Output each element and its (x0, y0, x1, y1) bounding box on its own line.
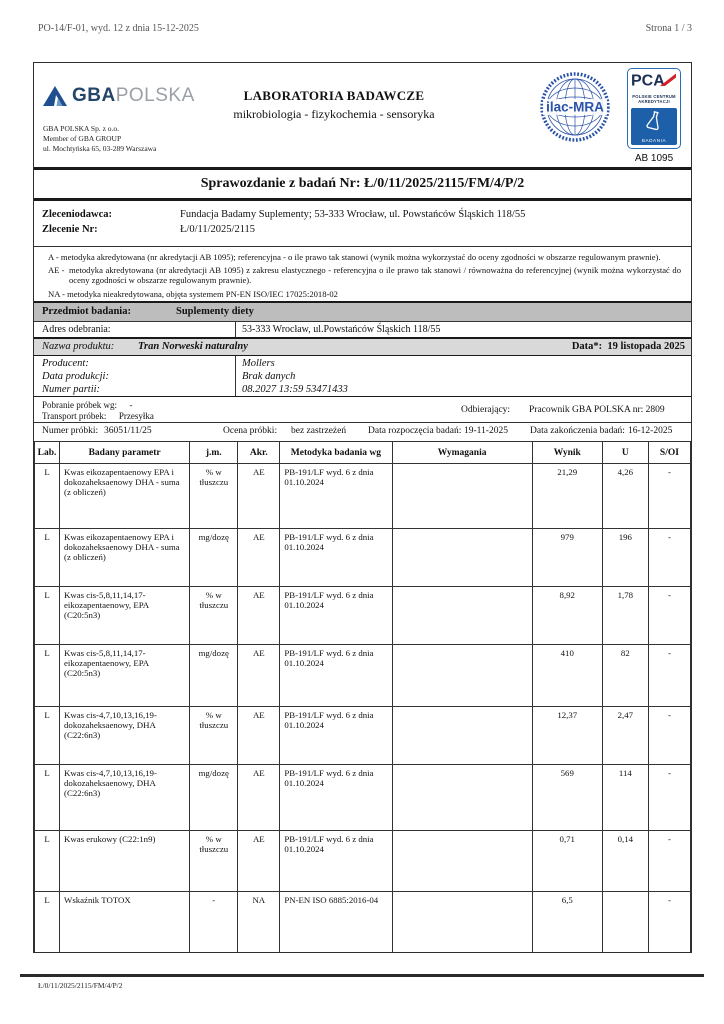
table-cell: 4,26 (602, 464, 648, 529)
sampling-label: Pobranie próbek wg: (42, 400, 117, 410)
table-row (35, 765, 691, 831)
sample-info-row (34, 423, 691, 441)
table-cell: 569 (532, 765, 602, 831)
table-cell: 21,29 (532, 464, 602, 529)
table-cell: L (35, 464, 60, 529)
ilac-text: ilac-MRA (546, 99, 604, 115)
table-cell: Kwas eikozapentaenowy EPA i dokozaheksaenowy DHA - suma (z obliczeń) (60, 464, 190, 529)
receiver-value: Pracownik GBA POLSKA nr: 2809 (529, 405, 665, 415)
table-cell: - (648, 464, 690, 529)
gba-triangle-icon (43, 86, 67, 106)
table-cell (392, 892, 532, 954)
column-header: Wynik (532, 442, 602, 464)
producer-label: Producent: (42, 358, 89, 369)
table-cell: PB-191/LF wyd. 6 z dnia 01.10.2024 (280, 707, 392, 765)
footer-divider (20, 974, 704, 977)
table-cell: - (648, 765, 690, 831)
product-row (34, 339, 691, 356)
pickup-address-label: Adres odebrania: (34, 322, 236, 337)
table-cell: Kwas cis-5,8,11,14,17-eikozapentaenowy, EPA (C20:5n3) (60, 587, 190, 645)
note-non-accredited: NA - metodyka nieakredytowana, objęta systemem PN-EN ISO/IEC 17025:2018-02 (48, 289, 338, 299)
table-cell: PB-191/LF wyd. 6 z dnia 01.10.2024 (280, 831, 392, 892)
table-cell: Kwas cis-5,8,11,14,17-eikozapentaenowy, EPA (C20:5n3) (60, 645, 190, 707)
flask-icon (644, 110, 664, 132)
table-cell (392, 831, 532, 892)
lab-subtitle: mikrobiologia - fizykochemia - sensoryka (233, 107, 435, 121)
table-cell: mg/dozę (190, 645, 238, 707)
table-row (35, 707, 691, 765)
table-cell: PB-191/LF wyd. 6 z dnia 01.10.2024 (280, 529, 392, 587)
subject-row (34, 303, 691, 322)
letterhead (34, 63, 691, 167)
table-cell: mg/dozę (190, 529, 238, 587)
column-header: Metodyka badania wg (280, 442, 392, 464)
subject-value: Suplementy diety (176, 306, 254, 317)
ilac-mra-icon (538, 70, 612, 144)
report-document (33, 62, 692, 953)
table-cell: L (35, 645, 60, 707)
table-cell: Kwas cis-4,7,10,13,16,19-dokozaheksaenowy, DHA (C22:6n3) (60, 707, 190, 765)
table-cell: 6,5 (532, 892, 602, 954)
report-title: Sprawozdanie z badań Nr: Ł/0/11/2025/2115/FM/4/P/2 (34, 167, 691, 201)
producer-value: Mollers (242, 358, 275, 369)
table-cell: 979 (532, 529, 602, 587)
pca-accreditation (623, 68, 685, 164)
logo-text-gba: GBA (72, 85, 116, 106)
table-cell (392, 707, 532, 765)
report-date (572, 339, 685, 354)
column-header: S/OI (648, 442, 690, 464)
table-cell: L (35, 831, 60, 892)
table-cell: % w tłuszczu (190, 464, 238, 529)
table-cell: Kwas cis-4,7,10,13,16,19-dokozaheksaenowy, DHA (C22:6n3) (60, 765, 190, 831)
transport-label: Transport próbek: (42, 411, 107, 421)
table-cell: PB-191/LF wyd. 6 z dnia 01.10.2024 (280, 464, 392, 529)
table-cell: - (190, 892, 238, 954)
batch-number-label: Numer partii: (42, 384, 101, 395)
sample-number-label: Numer próbki: (42, 426, 99, 436)
table-cell: PB-191/LF wyd. 6 z dnia 01.10.2024 (280, 645, 392, 707)
table-cell: Kwas eikozapentaenowy EPA i dokozaheksaenowy DHA - suma (z obliczeń) (60, 529, 190, 587)
test-start-value: 19-11-2025 (464, 426, 508, 436)
table-cell: L (35, 707, 60, 765)
table-cell (392, 464, 532, 529)
table-cell: PB-191/LF wyd. 6 z dnia 01.10.2024 (280, 587, 392, 645)
lab-title-block (194, 88, 474, 122)
table-cell: % w tłuszczu (190, 587, 238, 645)
sampling-value: - (129, 400, 133, 410)
table-cell (392, 765, 532, 831)
table-cell: - (648, 707, 690, 765)
table-cell: PB-191/LF wyd. 6 z dnia 01.10.2024 (280, 765, 392, 831)
column-header: Akr. (238, 442, 280, 464)
table-cell: AE (238, 765, 280, 831)
table-cell: 2,47 (602, 707, 648, 765)
table-cell: AE (238, 587, 280, 645)
receiver-label: Odbierający: (461, 405, 511, 415)
table-cell: 12,37 (532, 707, 602, 765)
pca-subtitle: POLSKIE CENTRUM AKREDYTACJI (632, 94, 676, 105)
pickup-address-row (34, 322, 691, 339)
table-cell: - (648, 892, 690, 954)
order-number-label: Zlecenie Nr: (42, 224, 98, 235)
footer-report-code: Ł/0/11/2025/2115/FM/4/P/2 (38, 981, 123, 990)
table-cell: AE (238, 831, 280, 892)
table-cell (602, 892, 648, 954)
subject-label: Przedmiot badania: (42, 306, 131, 317)
table-cell: % w tłuszczu (190, 707, 238, 765)
logo-text-polska: POLSKA (115, 85, 195, 106)
test-start-label: Data rozpoczęcia badań: (368, 426, 462, 436)
table-cell: % w tłuszczu (190, 831, 238, 892)
company-line: GBA POLSKA Sp. z o.o. (43, 124, 120, 133)
sample-number-value: 36051/11/25 (104, 426, 152, 436)
table-cell: 0,71 (532, 831, 602, 892)
test-end-label: Data zakończenia badań: (530, 426, 625, 436)
table-row (35, 529, 691, 587)
table-cell: AE (238, 645, 280, 707)
table-cell: L (35, 587, 60, 645)
table-cell: Kwas erukowy (C22:1n9) (60, 831, 190, 892)
table-cell (392, 587, 532, 645)
table-cell: L (35, 529, 60, 587)
table-cell (392, 645, 532, 707)
column-header: Badany parametr (60, 442, 190, 464)
column-header: U (602, 442, 648, 464)
company-address (43, 124, 156, 154)
pca-box (627, 68, 681, 149)
page-number: Strona 1 / 3 (645, 23, 692, 34)
table-cell: L (35, 892, 60, 954)
table-cell: L (35, 765, 60, 831)
ilac-mra-seal (538, 70, 612, 149)
table-cell (392, 529, 532, 587)
test-end-value: 16-12-2025 (628, 426, 673, 436)
table-cell: AE (238, 464, 280, 529)
document-code: PO-14/F-01, wyd. 12 z dnia 15-12-2025 (38, 23, 199, 34)
table-row (35, 587, 691, 645)
batch-number-value: 08.2027 13:59 53471433 (242, 384, 348, 395)
table-cell: - (648, 831, 690, 892)
sampling-row (34, 397, 691, 423)
producer-block (34, 356, 691, 397)
column-header: Wymagania (392, 442, 532, 464)
pickup-address-value: 53-333 Wrocław, ul.Powstańców Śląskich 118/55 (242, 324, 441, 335)
table-row (35, 831, 691, 892)
table-cell: Wskaźnik TOTOX (60, 892, 190, 954)
table-cell: 410 (532, 645, 602, 707)
note-accredited: A - metodyka akredytowana (nr akredytacji AB 1095); referencyjna - o ile prawo tak stanowi (wynik można wykorzystać do oceny zgodności w obszarze regulowanym prawnie). (48, 252, 661, 262)
table-cell: - (648, 529, 690, 587)
table-cell: 114 (602, 765, 648, 831)
table-cell: PN-EN ISO 6885:2016-04 (280, 892, 392, 954)
production-date-value: Brak danych (242, 371, 296, 382)
accreditation-number: AB 1095 (634, 152, 674, 164)
table-cell: 1,78 (602, 587, 648, 645)
column-header: j.m. (190, 442, 238, 464)
report-date-value: 19 listopada 2025 (607, 341, 685, 352)
table-cell: 0,14 (602, 831, 648, 892)
method-notes (34, 247, 691, 303)
product-name-label: Nazwa produktu: (42, 341, 115, 352)
report-date-label: Data*: (571, 341, 603, 352)
page-meta (38, 23, 692, 34)
results-table (34, 441, 691, 953)
product-name-value: Tran Norweski naturalny (138, 341, 248, 352)
production-date-label: Data produkcji: (42, 371, 109, 382)
table-cell: AE (238, 707, 280, 765)
svg-text:PCA: PCA (631, 72, 665, 88)
table-row (35, 464, 691, 529)
table-row (35, 892, 691, 954)
pca-badge (631, 108, 677, 145)
table-header-row (35, 442, 691, 464)
table-cell: - (648, 645, 690, 707)
table-cell: 196 (602, 529, 648, 587)
company-line: Member of GBA GROUP (43, 134, 122, 144)
sample-eval-label: Ocena próbki: (223, 426, 278, 436)
table-cell: mg/dozę (190, 765, 238, 831)
pca-logo-icon (630, 72, 678, 88)
client-label: Zleceniodawca: (42, 209, 112, 220)
table-cell: 8,92 (532, 587, 602, 645)
gba-logo (43, 85, 195, 107)
transport-value: Przesyłka (118, 411, 154, 421)
order-number-value: Ł/0/11/2025/2115 (180, 224, 256, 235)
column-header: Lab. (35, 442, 60, 464)
client-section (34, 201, 691, 247)
sample-eval-value: bez zastrzeżeń (291, 426, 347, 436)
table-cell: - (648, 587, 690, 645)
table-cell: NA (238, 892, 280, 954)
table-row (35, 645, 691, 707)
table-cell: AE (238, 529, 280, 587)
client-value: Fundacja Badamy Suplementy; 53-333 Wrocław, ul. Powstańców Śląskich 118/55 (180, 209, 526, 220)
lab-title: LABORATORIA BADAWCZE (243, 88, 425, 103)
pca-badge-label: BADANIA (641, 137, 667, 143)
company-line: ul. Mochtyńska 65, 03-289 Warszawa (43, 144, 157, 154)
table-cell: 82 (602, 645, 648, 707)
note-accredited-flexible: AE - metodyka akredytowana (nr akredytacji AB 1095) z zakresu elastycznego - referencyjna o ile prawo tak stanowi / równoważna do referencyjnej (wynik można wykorzystać do oceny zgodności w obszarze regulowanym prawnie). (48, 265, 681, 285)
